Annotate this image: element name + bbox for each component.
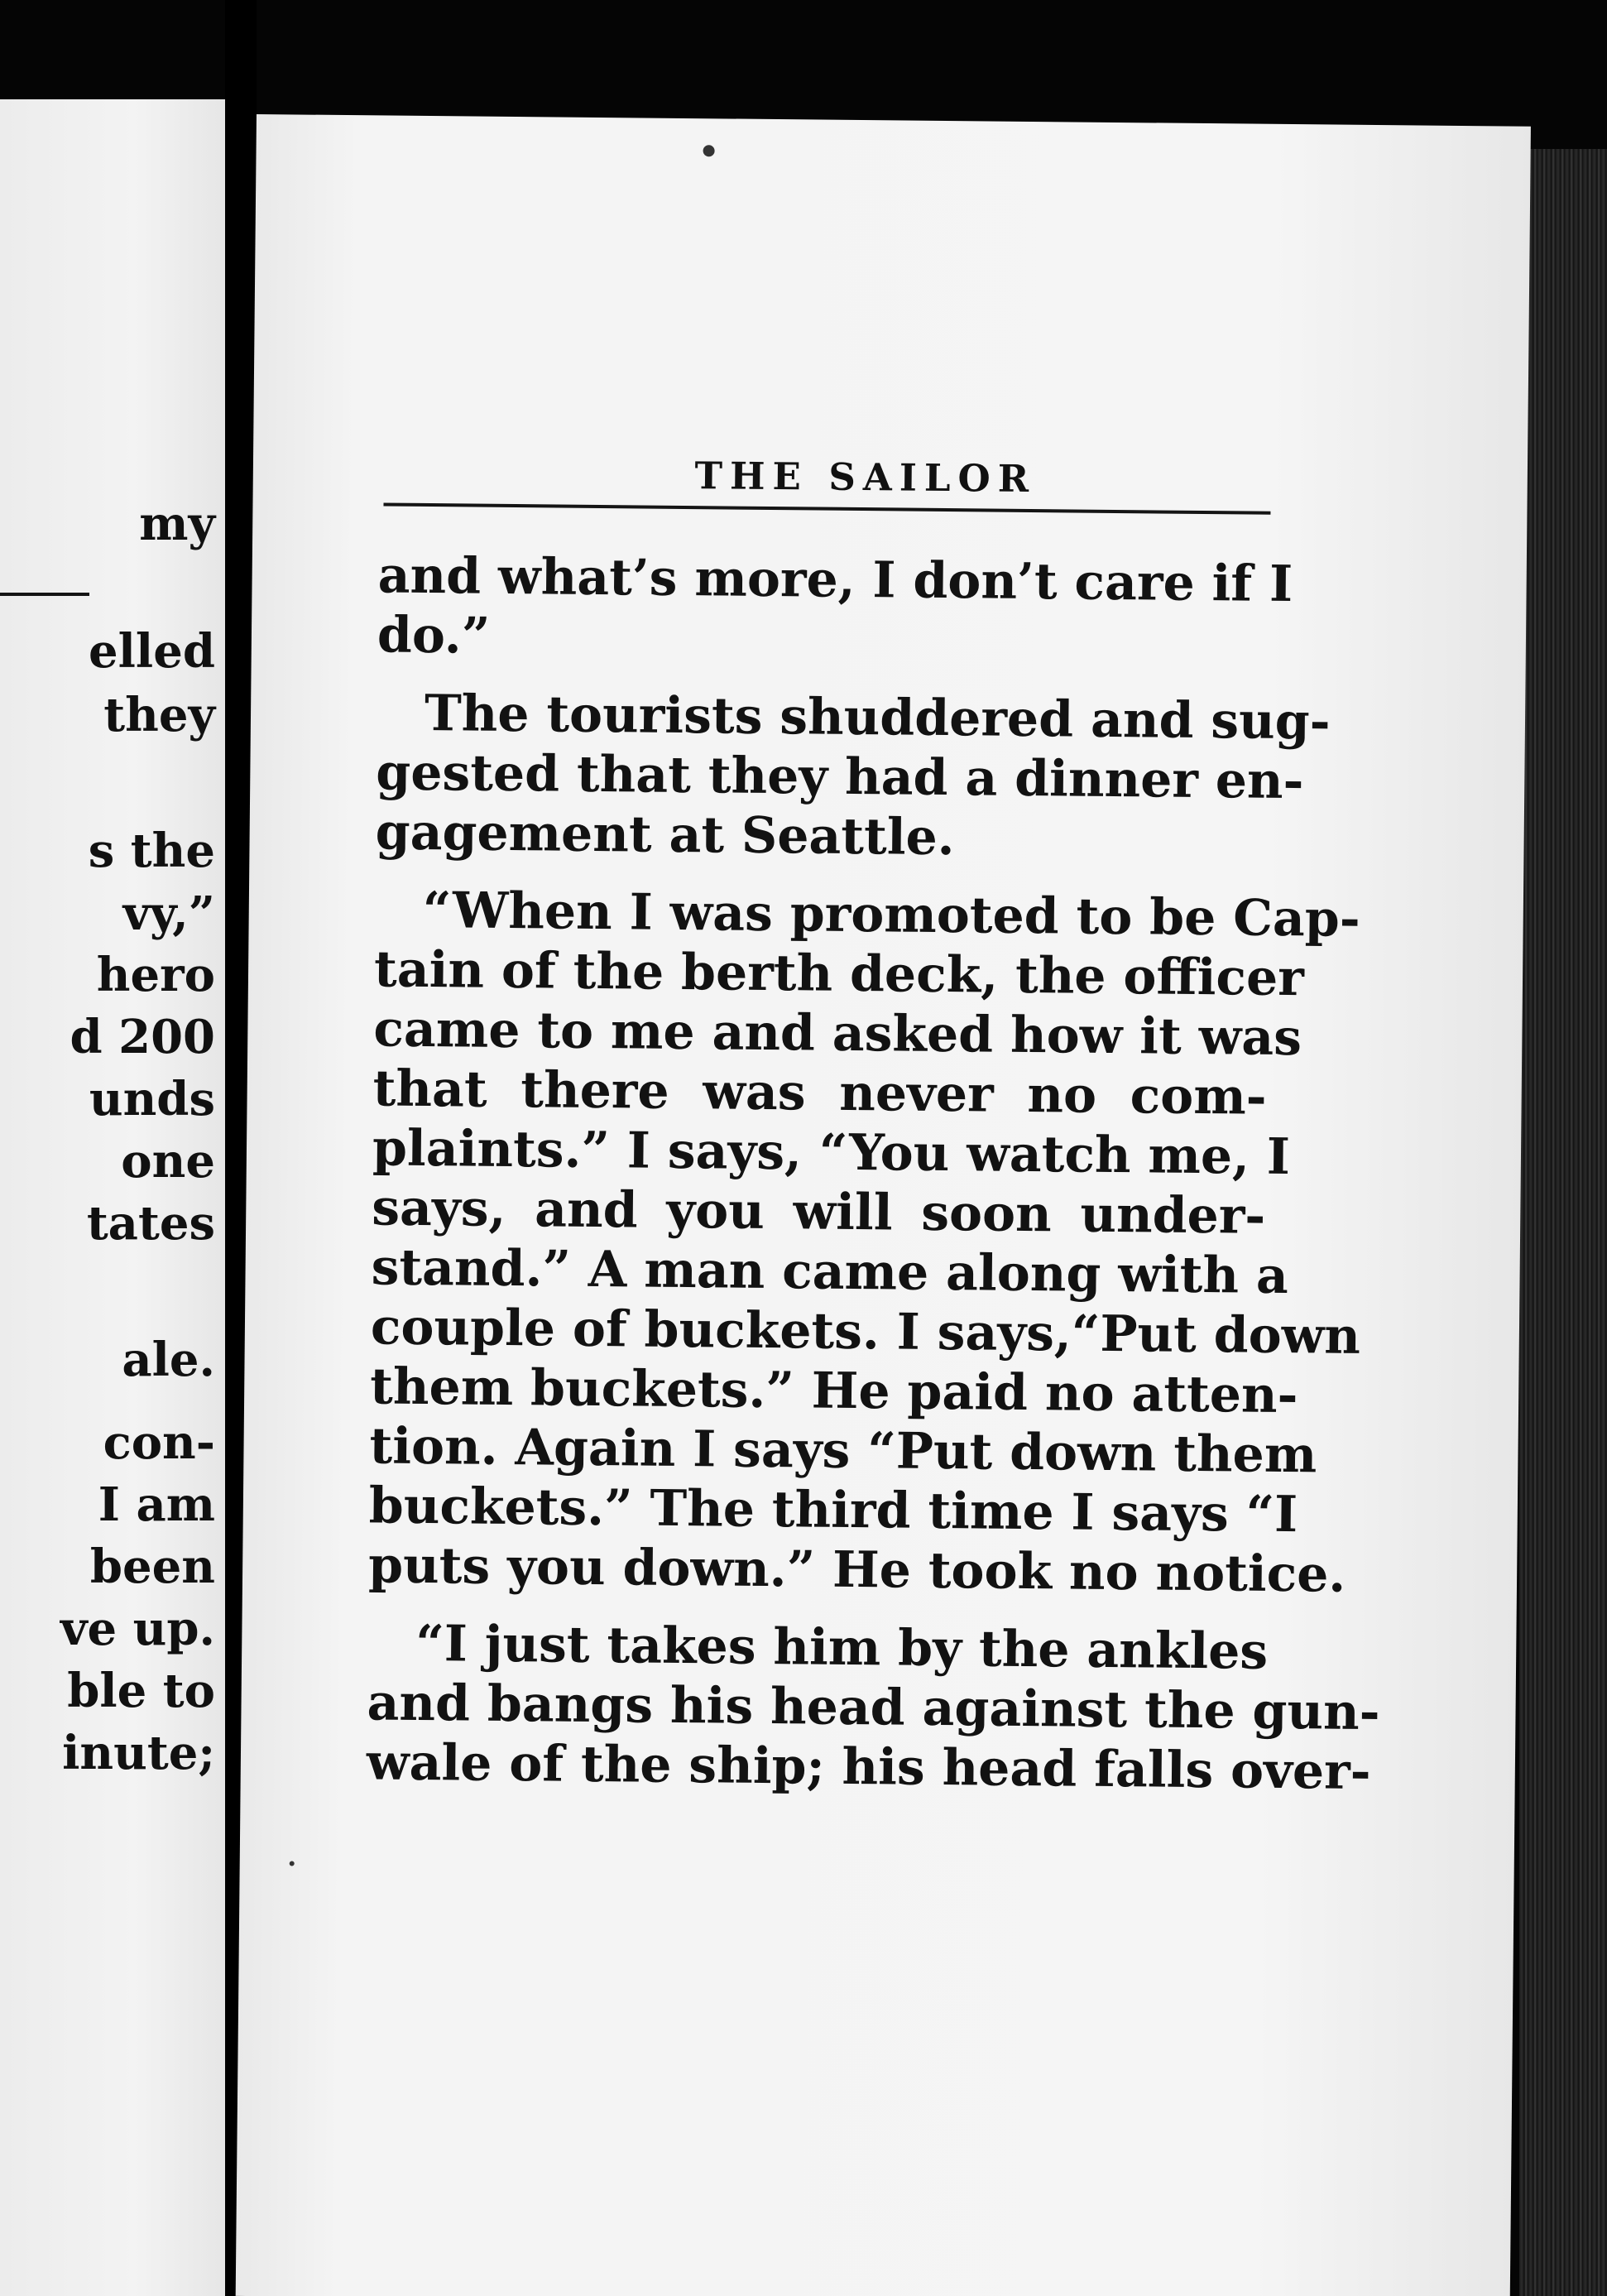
text-line: The tourists shuddered and sug-	[424, 684, 1331, 752]
previous-page-line: inute;	[62, 1726, 215, 1780]
text-line: buckets.” The third time I says “I	[368, 1477, 1298, 1544]
paragraph	[375, 683, 1331, 870]
text-line: plaints.” I says, “You watch me, I	[372, 1119, 1291, 1187]
ink-speck	[290, 1861, 295, 1866]
previous-page-line: ale.	[122, 1333, 215, 1387]
previous-page-line: I am	[98, 1477, 215, 1532]
text-line: puts you down.” He took no notice.	[367, 1536, 1346, 1604]
previous-page-line: been	[89, 1539, 215, 1594]
page-body	[366, 545, 1380, 1802]
text-line: tain of the berth deck, the officer	[373, 940, 1305, 1008]
text-line: came to me and asked how it was	[373, 1000, 1302, 1068]
previous-page-line: one	[121, 1134, 215, 1189]
running-head: THE SAILOR	[694, 454, 1037, 502]
previous-page-line: elled	[89, 624, 215, 679]
previous-page-line: d 200	[70, 1010, 215, 1064]
previous-page-fragment	[0, 99, 225, 2296]
text-line: do.”	[377, 606, 491, 665]
text-line: and bangs his head against the gun-	[367, 1674, 1380, 1742]
book-page	[236, 114, 1531, 2296]
text-line: gested that they had a dinner en-	[376, 743, 1304, 811]
previous-page-line: my	[139, 497, 215, 551]
previous-page-line: hero	[96, 948, 215, 1002]
paragraph	[367, 880, 1361, 1604]
text-line: gagement at Seattle.	[375, 803, 955, 867]
text-line: and what’s more, I don’t care if I	[377, 546, 1293, 614]
text-line: that there was never no com-	[372, 1059, 1267, 1126]
previous-page-line: tates	[86, 1196, 215, 1251]
previous-page-line: vy,”	[122, 886, 215, 941]
previous-page-line: con-	[103, 1415, 215, 1470]
text-line: tion. Again I says “Put down them	[369, 1417, 1317, 1485]
text-line: them buckets.” He paid no atten-	[369, 1357, 1298, 1425]
text-line: couple of buckets. I says,“Put down	[370, 1298, 1361, 1366]
text-line: says, and you will soon under-	[371, 1179, 1266, 1246]
previous-page-line: s the	[88, 824, 215, 878]
text-line: wale of the ship; his head falls over-	[366, 1733, 1371, 1802]
ink-speck	[703, 145, 715, 156]
previous-page-line: ve up.	[60, 1602, 215, 1656]
previous-page-head-rule	[0, 593, 89, 596]
paragraph	[377, 545, 1293, 673]
page-edges	[1519, 149, 1607, 2296]
paragraph	[366, 1613, 1380, 1802]
text-line: “I just takes him by the ankles	[415, 1614, 1269, 1681]
running-head-rule	[383, 502, 1270, 514]
previous-page-line: unds	[89, 1072, 215, 1126]
text-line: stand.” A man came along with a	[371, 1238, 1289, 1306]
previous-page-line: they	[103, 688, 215, 742]
previous-page-line: ble to	[67, 1664, 215, 1718]
text-line: “When I was promoted to be Cap-	[422, 881, 1361, 949]
